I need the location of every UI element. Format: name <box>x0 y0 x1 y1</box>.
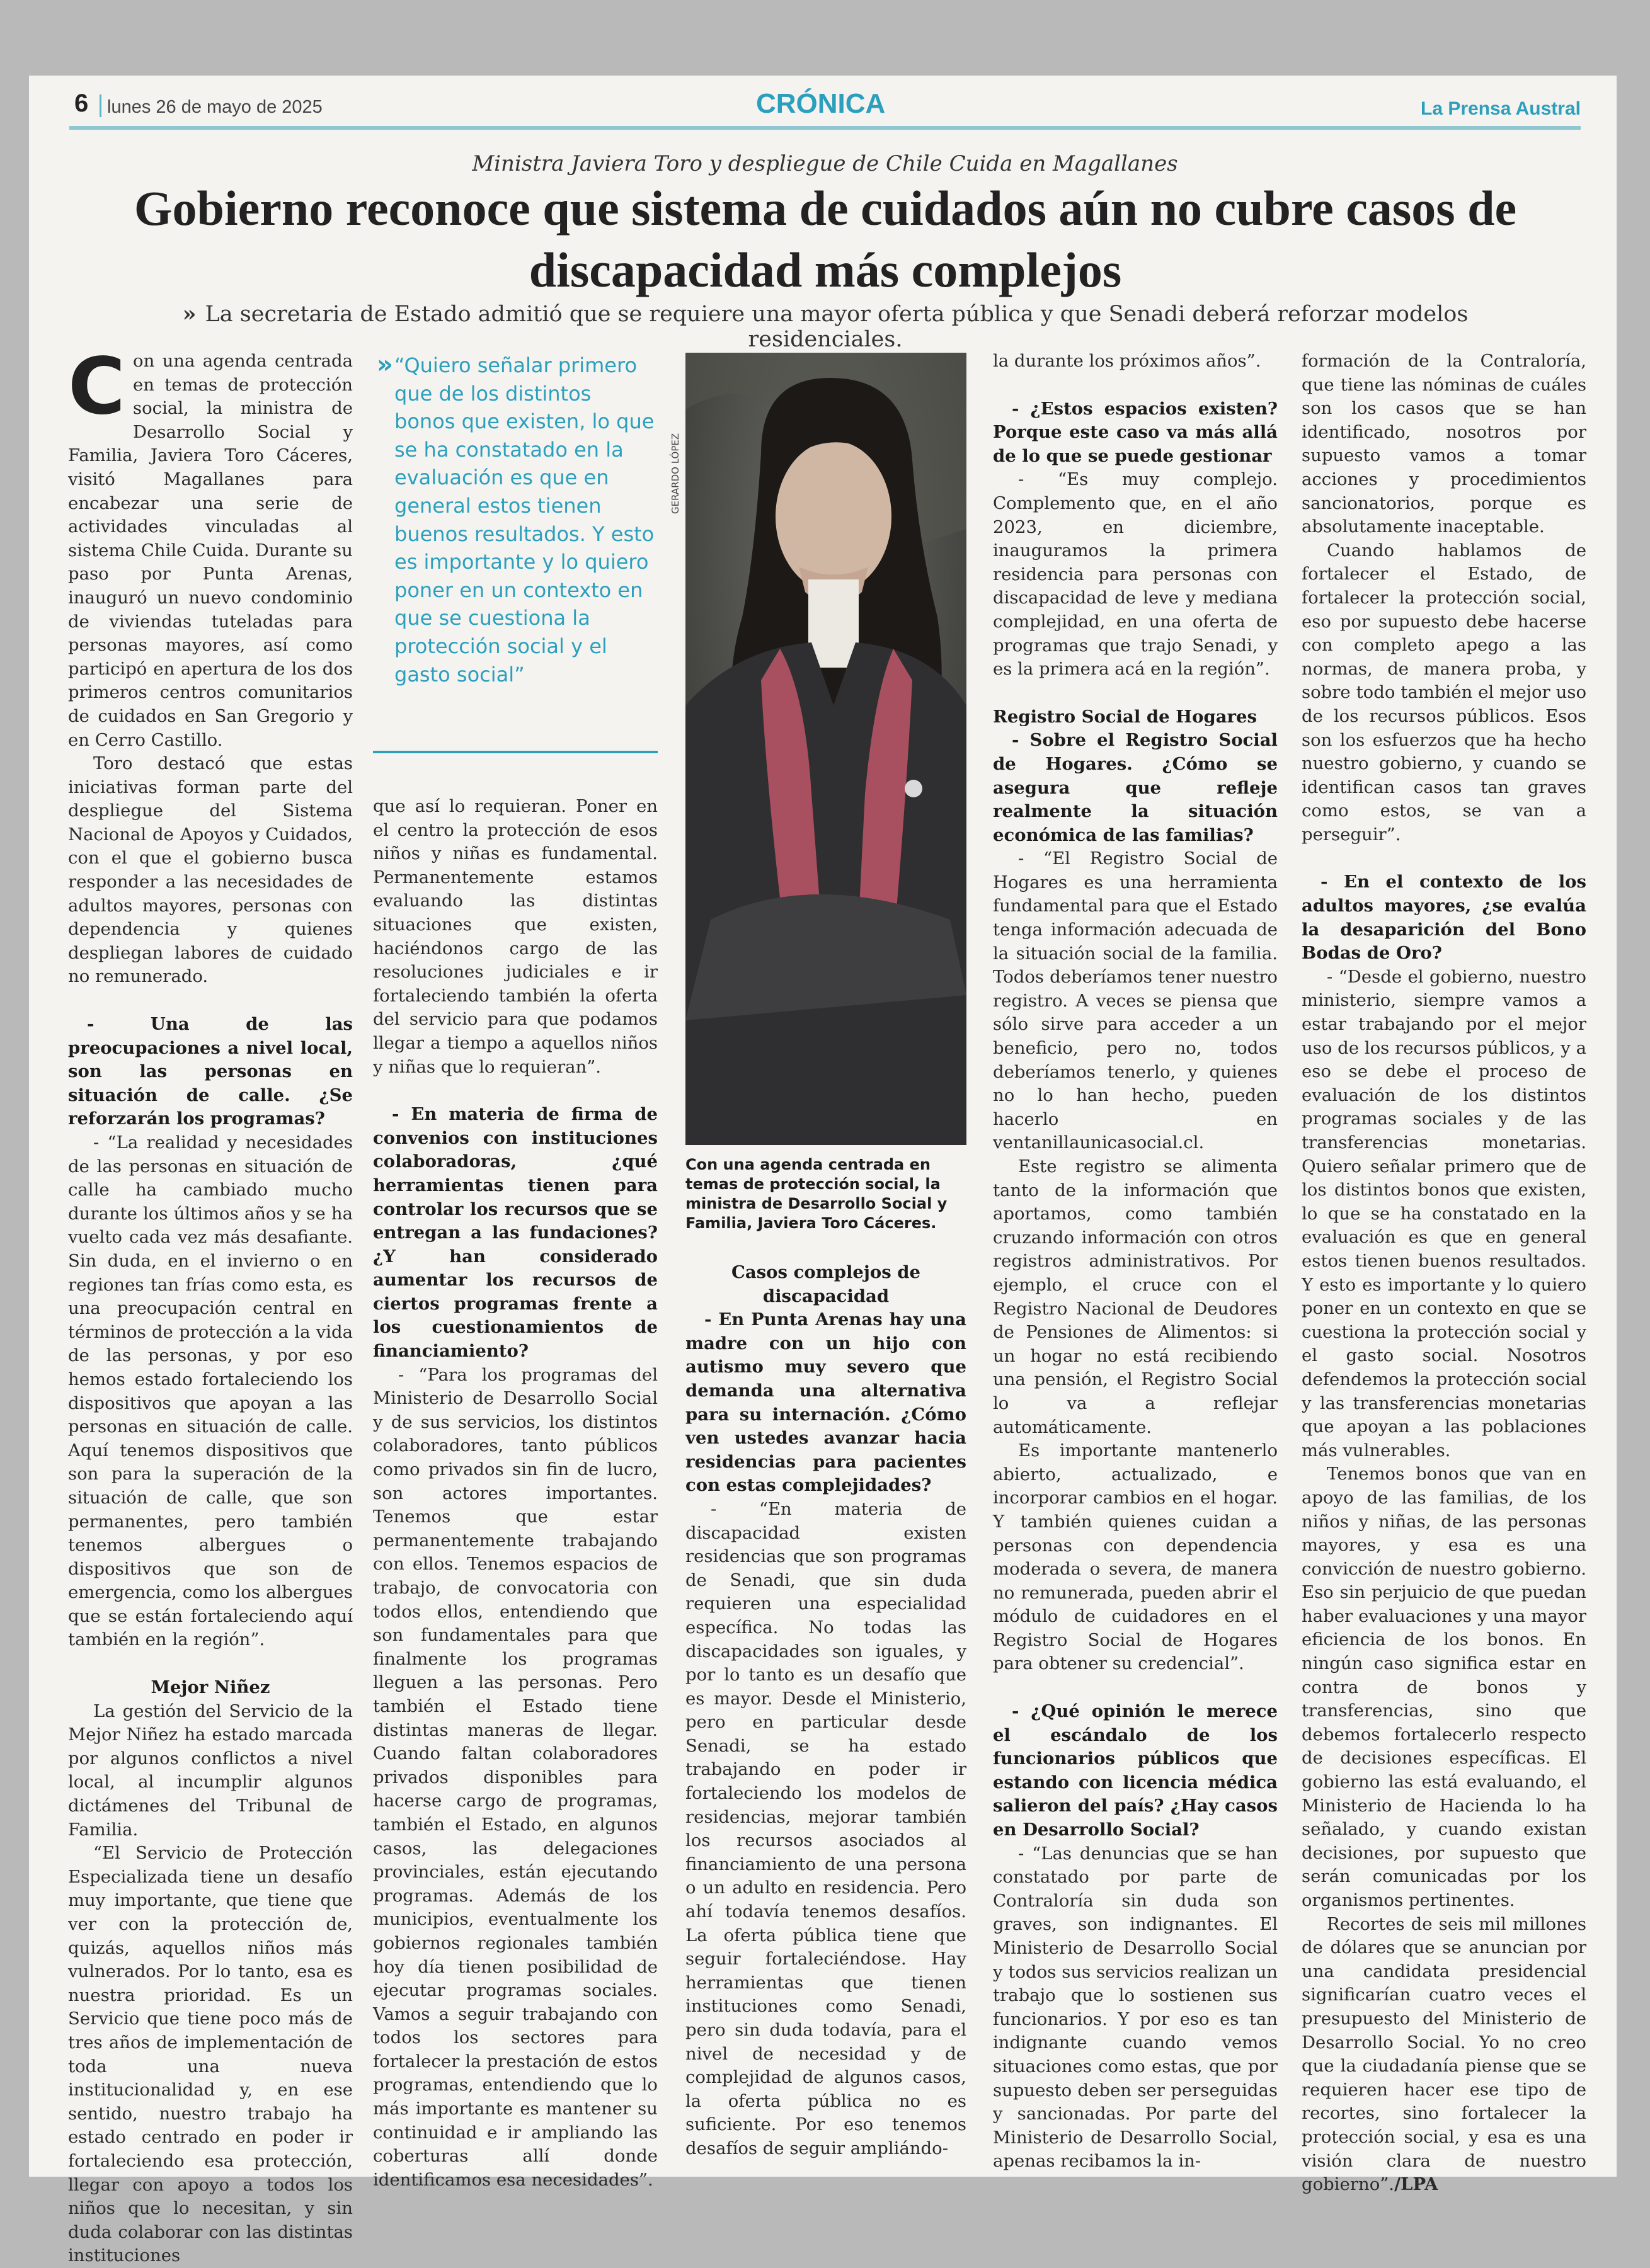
interview-answer: - “Las denuncias que se han constatado por parte de Contraloría sin duda son graves, son indignantes. El Ministerio de Desarrollo Social y todos sus servicios realizan un trabajo que lo sostienen sus funcionarios. Y por eso es tan indignante cuando vemos situaciones como estas, que por supuesto deben ser perseguidas y sancionadas. Por parte del Ministerio de Desarrollo Social, apenas recibamos la in- <box>993 1843 1278 2172</box>
article-column-5 <box>1302 350 1586 2197</box>
body-paragraph: Es importante mantenerlo abierto, actualizado, e incorporar cambios en el hogar. Y también quienes cuidan a personas con dependencia moderada o severa, de manera no remunerada, pueden abrir el módulo de cuidadores en el Registro Social de Hogares para obtener su credencial”. <box>993 1440 1278 1674</box>
interview-answer: - “En materia de discapacidad existen residencias que son programas de Senadi, que sin duda requieren una especialidad específica. No todas las discapacidades son iguales, y por lo tanto es un desafío que es mayor. Desde el Ministerio, pero en particular desde Senadi, se ha estado trabajando en poder ir fortaleciendo los modelos de residencias, mejorar también los recursos asociados al financiamiento de una persona o un adulto en residencia. Pero ahí todavía tenemos desafíos. La oferta pública tiene que seguir fortaleciéndose. Hay herramientas que tienen instituciones como Senadi, pero sin duda todavía, para el nivel de necesidad y de complejidad de algunos casos, la oferta pública no es suficiente. Por eso tenemos desafíos de seguir ampliándo- <box>685 1498 966 2158</box>
header-separator <box>100 94 101 117</box>
article-column-2 <box>373 795 658 2192</box>
deck-text: La secretaria de Estado admitió que se requiere una mayor oferta pública y que Senadi deberá reforzar modelos residenciales. <box>205 302 1469 352</box>
article-headline: Gobierno reconoce que sistema de cuidados aún no cubre casos de discapacidad más complejos <box>134 181 1517 297</box>
section-name: CRÓNICA <box>756 88 886 119</box>
body-paragraph: La gestión del Servicio de la Mejor Niñez ha estado marcada por algunos conflictos a nivel local, al incumplir algunos dictámenes del Tribunal de Familia. <box>68 1701 353 1840</box>
double-chevron-right-icon: » <box>377 350 393 379</box>
interview-question: - ¿Estos espacios existen? Porque este caso va más allá de lo que se puede gestionar <box>993 398 1278 466</box>
body-paragraph: formación de la Contraloría, que tiene las nóminas de cuáles son los casos que se han identificado, nosotros por supuesto vamos a tomar acciones y procedimientos sancionatorios, porque es absolutamente inaceptable. <box>1302 351 1586 537</box>
page-number: 6 <box>74 89 89 117</box>
body-paragraph: Tenemos bonos que van en apoyo de las familias, de los niños y niñas, de las personas mayores, y esa es una convicción de nuestro gobierno. Eso sin perjuicio de que puedan haber evaluaciones y una mayor eficiencia de los bonos. En ningún caso significa estar en contra de bonos y transferencias, sino que debemos fortalecerlo respecto de decisiones específicas. El gobierno las está evaluando, el Ministerio de Hacienda lo ha señalado, y cuando existan decisiones, por supuesto que serán comunicadas por los organismos pertinentes. <box>1302 1464 1586 1910</box>
interview-question: - En Punta Arenas hay una madre con un hijo con autismo muy severo que demanda una alternativa para su internación. ¿Cómo ven ustedes avanzar hacia residencias para pacientes con estas complejidades? <box>685 1309 966 1496</box>
double-chevron-right-icon: » <box>182 301 197 327</box>
drop-cap: C <box>68 341 126 432</box>
header-rule <box>69 126 1581 130</box>
newspaper-name: La Prensa Austral <box>1421 98 1581 119</box>
lead-paragraph <box>68 341 353 752</box>
signoff: /LPA <box>1394 2174 1438 2195</box>
issue-date: lunes 26 de mayo de 2025 <box>107 97 323 117</box>
interview-answer: - “El Registro Social de Hogares es una herramienta fundamental para que el Estado tenga información adecuada de la situación social de la familia. Todos deberíamos tener nuestro registro. A veces se piensa que sólo sirve para acceder a un beneficio, pero no, todos deberíamos tenerlo, y quienes no lo han hecho, pueden hacerlo en ventanillaunicasocial.cl. <box>993 848 1278 1153</box>
closing-text: Recortes de seis mil millones de dólares que se anuncian por una candidata presidencial significarían cuatro veces el presupuesto del Ministerio de Desarrollo Social. Yo no creo que la ciudadanía piense que se requieren hacer ese tipo de recortes, sino fortalecer la protección social, y esa es una visión clara de nuestro gobierno”. <box>1302 1913 1586 2195</box>
minister-photo <box>685 353 966 1145</box>
photo-caption: Con una agenda centrada en temas de protección social, la ministra de Desarrollo Social y Familia, Javiera Toro Cáceres. <box>685 1156 948 1232</box>
body-paragraph: Este registro se alimenta tanto de la información que aportamos, como también cruzando información con otros registros administrativos. Por ejemplo, el cruce con el Registro Nacional de Deudores de Pensiones de Alimentos: si un hogar no está recibiendo una pensión, el Registro Social lo va a reflejar automáticamente. <box>993 1156 1278 1437</box>
interview-question: - ¿Qué opinión le merece el escándalo de los funcionarios públicos que estando con licencia médica salieron del país? ¿Hay casos en Desarrollo Social? <box>993 1701 1278 1840</box>
subheading: Mejor Niñez <box>151 1677 270 1698</box>
interview-answer: - “La realidad y necesidades de las personas en situación de calle ha cambiado mucho durante los últimos años y se ha vuelto cada vez más desafiante. Sin duda, en el invierno o en regiones tan frías como esta, es una preocupación central en términos de protección a la vida de las personas, y por eso hemos estado fortaleciendo los dispositivos que apoyan a las personas en situación de calle. Aquí tenemos dispositivos que son para la superación de la situación de calle, que son permanentes, pero también tenemos albergues o dispositivos que son de emergencia, como los albergues que se están fortaleciendo aquí también en la región”. <box>68 1132 353 1650</box>
body-paragraph: “El Servicio de Protección Especializada tiene un desafío muy importante, que tiene que ver con la protección de, quizás, aquellos niños más vulnerados. Por lo tanto, esa es nuestra prioridad. Es un Servicio que tiene poco más de tres años de implementación de toda una nueva institucionalidad y, en ese sentido, nuestro trabajo ha estado centrado en poder ir fortaleciendo esa protección, llegar con apoyo a todos los niños que lo necesitan, y sin duda colaborar con las distintas instituciones <box>68 1843 353 2266</box>
interview-question: - En el contexto de los adultos mayores, ¿se evalúa la desaparición del Bono Bodas de Oro? <box>1302 872 1586 964</box>
subheading: Casos complejos de discapacidad <box>731 1262 921 1306</box>
pull-quote-text: “Quiero señalar primero que de los distintos bonos que existen, lo que se ha constatado en la evaluación es que en general estos tienen buenos resultados. Y esto es importante y lo quiero poner en un contexto en que se cuestiona la protección social y el gasto social” <box>394 353 655 687</box>
lead-text: on una agenda centrada en temas de protección social, la ministra de Desarrollo Social y Familia, Javiera Toro Cáceres, visitó Magallanes para encabezar una serie de actividades vinculadas al sistema Chile Cuida. Durante su paso por Punta Arenas, inauguró un nuevo condominio de viviendas tuteladas para personas mayores, así como participó en apertura de los dos primeros centros comunitarios de cuidados en San Gregorio y en Cerro Castillo. <box>68 351 353 750</box>
pull-quote-rule <box>373 751 658 753</box>
article-column-4 <box>993 350 1278 2174</box>
body-paragraph: Toro destacó que estas iniciativas forman parte del despliegue del Sistema Nacional de Apoyos y Cuidados, con el que el gobierno busca responder a las necesidades de adultos mayores, personas con dependencia y quienes despliegan labores de cuidado no remunerado. <box>68 753 353 987</box>
interview-question: - Sobre el Registro Social de Hogares. ¿Cómo se asegura que refleje realmente la situación económica de las familias? <box>993 730 1278 845</box>
interview-question: - Una de las preocupaciones a nivel local, son las personas en situación de calle. ¿Se reforzarán los programas? <box>68 1014 353 1129</box>
article-column-1 <box>68 341 353 2268</box>
body-paragraph: que así lo requieran. Poner en el centro la protección de esos niños y niñas es fundamental. Permanentemente estamos evaluando las distintas situaciones que existen, haciéndonos cargo de las resoluciones judiciales e ir fortaleciendo también la oferta del servicio para que podamos llegar a tiempo a aquellos niños y niñas que lo requieran”. <box>373 796 658 1077</box>
article-kicker: Ministra Javiera Toro y despliegue de Chile Cuida en Magallanes <box>472 151 1178 176</box>
body-paragraph: Cuando hablamos de fortalecer el Estado, de fortalecer la protección social, eso por supuesto debe hacerse con completo apego a las normas, de manera proba, y sobre todo también el mejor uso de los recursos públicos. Esos son los esfuerzos que ha hecho nuestro gobierno, y cuando se identifican casos tan graves como estos, se van a perseguir”. <box>1302 540 1586 845</box>
interview-answer: - “Es muy complejo. Complemento que, en el año 2023, en diciembre, inauguramos la primera residencia para personas con discapacidad de leve y mediana complejidad, en una oferta de programas que trajo Senadi, y es la primera acá en la región”. <box>993 469 1278 680</box>
pull-quote <box>373 350 658 756</box>
subheading: Registro Social de Hogares <box>993 706 1257 727</box>
interview-answer: - “Desde el gobierno, nuestro ministerio, siempre vamos a estar trabajando por el mejor uso de los recursos públicos, y a eso se debe el proceso de evaluación de los distintos programas sociales y de las transferencias monetarias. Quiero señalar primero que de los distintos bonos que existen, lo que se ha constatado en la evaluación es que en general estos tienen buenos resultados. Y esto es importante y lo quiero poner en un contexto en que se cuestiona la protección social y el gasto social. Nosotros defendemos la protección social y las transferencias monetarias que apoyan a las poblaciones más vulnerables. <box>1302 966 1586 1461</box>
photo-credit-text: GERARDO LÓPEZ <box>670 433 681 514</box>
photo-credit <box>667 356 683 520</box>
interview-answer: - “Para los programas del Ministerio de Desarrollo Social y de sus servicios, los distintos colaboradores, tanto públicos como privados sin fin de lucro, son actores importantes. Tenemos que estar permanentemente trabajando con ellos. Tenemos espacios de trabajo, de convocatoria con todos ellos, entendiendo que son fundamentales para que finalmente los programas lleguen a las personas. Pero también el Estado tiene distintas maneras de llegar. Cuando faltan colaboradores privados disponibles para hacerse cargo de programas, también el Estado, en algunos casos, las delegaciones provinciales, están ejecutando programas. Además de los municipios, eventualmente los gobiernos regionales también hoy día tienen posibilidad de ejecutar programas sociales. Vamos a seguir trabajando con todos los sectores para fortalecer la prestación de estos programas, entendiendo que lo más importante es mantener su continuidad e ir ampliando las coberturas allí donde identificamos esa necesidades”. <box>373 1364 658 2190</box>
article-deck <box>126 301 1525 352</box>
body-paragraph: la durante los próximos años”. <box>993 351 1261 371</box>
minister-portrait <box>685 353 966 1145</box>
body-paragraph <box>1302 1913 1586 2197</box>
interview-question: - En materia de firma de convenios con instituciones colaboradoras, ¿qué herramientas tienen para controlar los recursos que se entregan a las fundaciones? ¿Y han considerado aumentar los recursos de ciertos programas frente a los cuestionamientos de financiamiento? <box>373 1104 658 1362</box>
article-column-3 <box>685 1261 966 2161</box>
